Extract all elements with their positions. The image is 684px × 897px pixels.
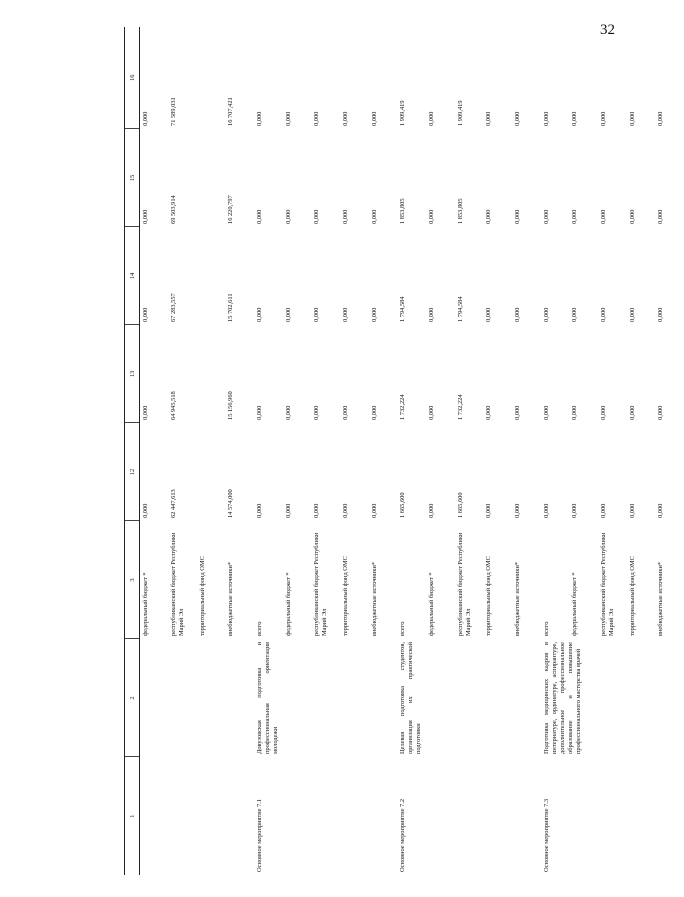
value-cell: 0,000 bbox=[256, 111, 264, 126]
funding-source-cell: территориальный фонд ОМС bbox=[342, 556, 350, 636]
value-cell: 0,000 bbox=[313, 209, 321, 224]
value-cell: 0,000 bbox=[542, 209, 550, 224]
value-cell: 0,000 bbox=[342, 405, 350, 420]
column-header: 1 bbox=[125, 757, 140, 875]
funding-source-cell: федеральный бюджет * bbox=[142, 572, 149, 636]
value-cell: 1 853,805 bbox=[456, 198, 464, 224]
column-header: 13 bbox=[125, 325, 140, 423]
value-cell: 15 156,960 bbox=[227, 391, 235, 420]
value-cell: 0,000 bbox=[571, 111, 579, 126]
funding-source-cell: внебюджетные источники* bbox=[514, 561, 522, 636]
value-cell: 1 665,600 bbox=[399, 492, 407, 518]
value-cell: 0,000 bbox=[542, 307, 550, 322]
value-cell: 1 853,805 bbox=[399, 198, 407, 224]
value-cell: 0,000 bbox=[284, 307, 292, 322]
funding-source-cell: республиканский бюджет Республики Марий Эл bbox=[170, 532, 186, 636]
value-cell: 0,000 bbox=[542, 405, 550, 420]
value-cell: 0,000 bbox=[514, 209, 522, 224]
value-cell: 0,000 bbox=[628, 111, 636, 126]
activity-name-cell: Подготовка медицинских кадров в интернатуре, ординатуре, аспирантуре, дополнительное профессиональное образование и повышение профессионального мастерства врачей bbox=[542, 642, 582, 754]
value-cell bbox=[197, 423, 226, 521]
value-cell: 0,000 bbox=[142, 503, 149, 518]
value-cell: 0,000 bbox=[428, 503, 436, 518]
value-cell: 0,000 bbox=[514, 503, 522, 518]
column-header: 14 bbox=[125, 227, 140, 325]
value-cell: 1 909,419 bbox=[456, 100, 464, 126]
value-cell: 0,000 bbox=[657, 111, 665, 126]
value-cell: 0,000 bbox=[600, 209, 607, 224]
value-cell: 0,000 bbox=[600, 503, 607, 518]
value-cell: 0,000 bbox=[256, 405, 264, 420]
column-header: 15 bbox=[125, 129, 140, 227]
value-cell: 15 702,611 bbox=[227, 293, 235, 322]
funding-source-cell: федеральный бюджет * bbox=[284, 572, 292, 636]
value-cell: 64 945,518 bbox=[170, 391, 178, 420]
column-header: 16 bbox=[125, 27, 140, 129]
activity-name-cell: Целевая подготовка студентов, организация их практической подготовки bbox=[399, 642, 423, 754]
value-cell: 0,000 bbox=[256, 209, 264, 224]
table-row bbox=[541, 27, 570, 875]
funding-source-cell: территориальный фонд ОМС bbox=[198, 556, 206, 636]
value-cell: 0,000 bbox=[256, 503, 264, 518]
value-cell: 0,000 bbox=[485, 111, 493, 126]
value-cell: 0,000 bbox=[600, 307, 607, 322]
column-header: 2 bbox=[125, 639, 140, 757]
value-cell: 0,000 bbox=[628, 307, 636, 322]
page-number: 32 bbox=[600, 22, 615, 38]
table-row bbox=[397, 27, 426, 875]
value-cell: 0,000 bbox=[313, 405, 321, 420]
value-cell: 0,000 bbox=[313, 503, 321, 518]
value-cell: 0,000 bbox=[370, 111, 378, 126]
value-cell: 0,000 bbox=[600, 111, 607, 126]
table-body bbox=[140, 27, 684, 875]
value-cell: 0,000 bbox=[342, 503, 350, 518]
funding-source-cell: всего bbox=[542, 621, 550, 636]
value-cell: 0,000 bbox=[657, 307, 665, 322]
value-cell: 1 732,224 bbox=[456, 394, 464, 420]
value-cell: 69 503,914 bbox=[170, 195, 178, 224]
value-cell: 0,000 bbox=[370, 405, 378, 420]
value-cell: 0,000 bbox=[571, 209, 579, 224]
value-cell: 0,000 bbox=[600, 405, 607, 420]
funding-source-cell: республиканский бюджет Республики Марий Эл bbox=[600, 532, 615, 636]
value-cell: 1 909,419 bbox=[399, 100, 407, 126]
value-cell: 62 447,613 bbox=[170, 489, 178, 518]
value-cell: 0,000 bbox=[571, 307, 579, 322]
value-cell: 0,000 bbox=[342, 111, 350, 126]
value-cell: 0,000 bbox=[284, 405, 292, 420]
funding-source-cell: внебюджетные источники* bbox=[657, 561, 665, 636]
activity-cell: Основное мероприятие 7.1 bbox=[256, 798, 264, 872]
funding-source-cell: внебюджетные источники* bbox=[227, 561, 235, 636]
value-cell: 0,000 bbox=[542, 503, 550, 518]
value-cell: 67 283,557 bbox=[170, 293, 178, 322]
value-cell: 0,000 bbox=[428, 405, 436, 420]
value-cell: 0,000 bbox=[142, 209, 149, 224]
funding-source-cell: всего bbox=[256, 621, 264, 636]
activity-name-cell bbox=[140, 639, 255, 757]
value-cell: 0,000 bbox=[284, 209, 292, 224]
funding-source-cell: федеральный бюджет * bbox=[571, 572, 579, 636]
value-cell: 0,000 bbox=[514, 111, 522, 126]
value-cell: 0,000 bbox=[428, 111, 436, 126]
value-cell: 0,000 bbox=[370, 209, 378, 224]
value-cell: 0,000 bbox=[284, 111, 292, 126]
value-cell: 0,000 bbox=[428, 307, 436, 322]
funding-source-cell: территориальный фонд ОМС bbox=[628, 556, 636, 636]
activity-name-cell: Довузовская подготовка и профессиональная ориентация молодежи bbox=[256, 642, 280, 754]
value-cell bbox=[197, 227, 226, 325]
funding-source-cell: всего bbox=[399, 621, 407, 636]
activity-cell: Основное мероприятие 7.2 bbox=[399, 798, 407, 872]
value-cell bbox=[197, 129, 226, 227]
value-cell: 0,000 bbox=[628, 405, 636, 420]
value-cell: 0,000 bbox=[142, 405, 149, 420]
value-cell: 0,000 bbox=[485, 209, 493, 224]
value-cell: 1 794,584 bbox=[456, 296, 464, 322]
value-cell: 0,000 bbox=[142, 307, 149, 322]
funding-source-cell: федеральный бюджет * bbox=[428, 572, 436, 636]
value-cell: 71 589,031 bbox=[170, 97, 178, 126]
value-cell: 0,000 bbox=[657, 209, 665, 224]
value-cell: 1 794,584 bbox=[399, 296, 407, 322]
value-cell: 16 707,421 bbox=[227, 97, 235, 126]
value-cell: 0,000 bbox=[514, 307, 522, 322]
value-cell: 0,000 bbox=[571, 405, 579, 420]
funding-source-cell: республиканский бюджет Республики Марий Эл bbox=[456, 532, 472, 636]
value-cell: 1 732,224 bbox=[399, 394, 407, 420]
value-cell bbox=[197, 325, 226, 423]
value-cell: 0,000 bbox=[142, 111, 149, 126]
value-cell: 0,000 bbox=[370, 307, 378, 322]
value-cell: 0,000 bbox=[342, 209, 350, 224]
funding-source-cell: республиканский бюджет Республики Марий Эл bbox=[313, 532, 329, 636]
value-cell: 16 220,797 bbox=[227, 195, 235, 224]
value-cell: 0,000 bbox=[370, 503, 378, 518]
value-cell: 0,000 bbox=[485, 405, 493, 420]
value-cell: 0,000 bbox=[313, 111, 321, 126]
value-cell: 0,000 bbox=[485, 307, 493, 322]
rotated-table-container bbox=[124, 27, 684, 875]
activity-cell: Основное мероприятие 7.3 bbox=[542, 798, 550, 872]
value-cell: 0,000 bbox=[657, 405, 665, 420]
value-cell: 0,000 bbox=[571, 503, 579, 518]
value-cell: 0,000 bbox=[628, 503, 636, 518]
table-row bbox=[254, 27, 283, 875]
value-cell: 0,000 bbox=[342, 307, 350, 322]
funding-source-cell: территориальный фонд ОМС bbox=[485, 556, 493, 636]
value-cell: 0,000 bbox=[628, 209, 636, 224]
value-cell: 0,000 bbox=[657, 503, 665, 518]
funding-source-cell: внебюджетные источники* bbox=[370, 561, 378, 636]
value-cell: 0,000 bbox=[514, 405, 522, 420]
value-cell: 1 665,600 bbox=[456, 492, 464, 518]
value-cell: 0,000 bbox=[542, 111, 550, 126]
value-cell: 0,000 bbox=[485, 503, 493, 518]
value-cell: 14 574,000 bbox=[227, 489, 235, 518]
value-cell: 0,000 bbox=[428, 209, 436, 224]
value-cell: 0,000 bbox=[313, 307, 321, 322]
column-header: 12 bbox=[125, 423, 140, 521]
value-cell: 0,000 bbox=[284, 503, 292, 518]
value-cell: 0,000 bbox=[256, 307, 264, 322]
activity-cell bbox=[140, 757, 255, 875]
value-cell bbox=[197, 27, 226, 129]
budget-table bbox=[124, 27, 684, 875]
header-row bbox=[125, 27, 140, 875]
table-row bbox=[140, 27, 169, 875]
column-header: 3 bbox=[125, 521, 140, 639]
